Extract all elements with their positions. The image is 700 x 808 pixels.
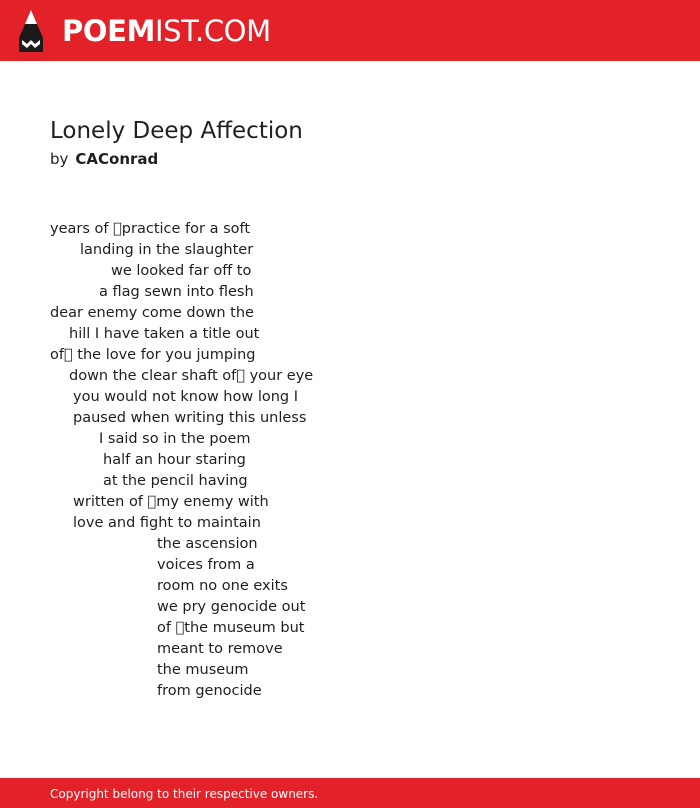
poem-line: paused when writing this unless	[73, 410, 307, 426]
logo-light-text: IST.COM	[154, 14, 271, 48]
footer-bar	[0, 778, 700, 808]
poem-line: we looked far off to	[111, 263, 252, 279]
poem-line: voices from a	[157, 557, 255, 573]
poem-line: love and fight to maintain	[73, 515, 261, 531]
pencil-icon[interactable]	[19, 10, 43, 52]
poem-line: I said so in the poem	[99, 431, 251, 447]
author-name[interactable]: CAConrad	[75, 150, 159, 168]
header-bar	[0, 0, 700, 61]
poem-title: Lonely Deep Affection	[50, 118, 303, 144]
poem-line: years of  practice for a soft	[50, 221, 251, 237]
poem-line: written of  my enemy with	[73, 494, 269, 510]
by-label: by	[50, 150, 69, 168]
poem-line: of  the museum but	[157, 620, 305, 636]
poem-line: the museum	[157, 662, 249, 678]
poem-line: down the clear shaft of  your eye	[69, 368, 314, 384]
poem-line: the ascension	[157, 536, 258, 552]
poem-line: room no one exits	[157, 578, 288, 594]
poem-line: half an hour staring	[103, 452, 246, 468]
site-logo[interactable]	[62, 13, 271, 49]
poem-body	[50, 219, 650, 702]
poem-line: at the pencil having	[103, 473, 248, 489]
poem-line: from genocide	[157, 683, 262, 699]
byline	[50, 149, 158, 169]
poem-line: you would not know how long I	[73, 389, 299, 405]
poem-line: of  the love for you jumping	[50, 347, 256, 363]
copyright-text: Copyright belong to their respective owners.	[50, 787, 319, 801]
logo-bold-text: POEM	[62, 14, 155, 48]
poem-line: dear enemy come down the	[50, 305, 254, 321]
poem-line: hill I have taken a title out	[69, 326, 260, 342]
poem-line: we pry genocide out	[157, 599, 306, 615]
poem-line: meant to remove	[157, 641, 283, 657]
poem-line: a flag sewn into flesh	[99, 284, 254, 300]
poem-line: landing in the slaughter	[80, 242, 254, 258]
